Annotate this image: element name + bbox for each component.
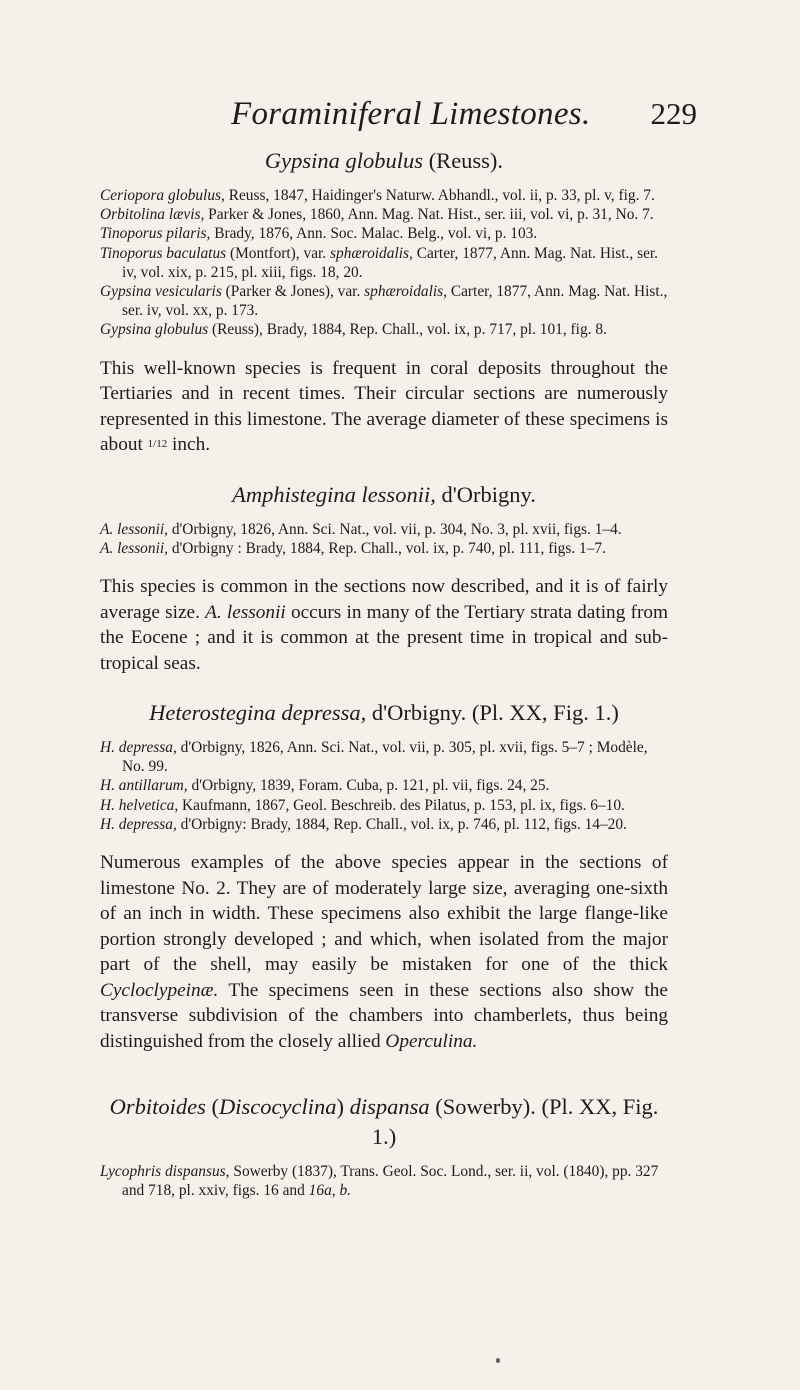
- synonym-entry: [100, 224, 668, 243]
- synonym-entry: [100, 1162, 668, 1200]
- synonym-name: Ceriopora globulus,: [100, 187, 225, 204]
- synonym-citation: (Montfort), var.: [226, 244, 331, 262]
- synonym-citation: Brady, 1876, Ann. Soc. Malac. Belg., vol. vi, p. 103.: [210, 225, 538, 243]
- synonym-citation: d'Orbigny: Brady, 1884, Rep. Chall., vol. ix, p. 746, pl. 112, figs. 14–20.: [176, 815, 627, 833]
- synonymy-list: [100, 520, 668, 558]
- species-author: (Sowerby). (Pl. XX, Fig. 1.): [371, 1094, 659, 1150]
- synonym-name: Gypsina globulus: [100, 321, 209, 339]
- species-name: Gypsina globulus: [264, 148, 424, 173]
- synonymy-list: [100, 1162, 668, 1200]
- synonym-name: H. antillarum,: [100, 777, 188, 795]
- synonym-name: A. lessonii,: [100, 520, 168, 538]
- fraction: 1/12: [147, 438, 168, 451]
- paragraph-text: The specimens seen in these sections also show the transverse subdivision of the chambers into chamberlets, thus being distinguished from the closely allied: [100, 979, 668, 1052]
- description-paragraph: [100, 574, 668, 676]
- species-heading-heterostegina: [100, 698, 668, 728]
- synonymy-list: [100, 738, 668, 834]
- figure-ref: 16a, b.: [308, 1182, 351, 1200]
- taxon-name: Operculina.: [385, 1030, 478, 1052]
- synonym-entry: [100, 520, 668, 539]
- synonym-name: Lycophris dispansus,: [100, 1163, 230, 1181]
- paragraph-text: occurs in many of the Tertiary strata dating from the Eocene ; and it is common at the present time in tropical and sub-tropical seas.: [100, 601, 668, 674]
- synonym-entry: [100, 539, 668, 558]
- paragraph-text: This species is common in the sections now described, and it is of fairly average size.: [100, 576, 668, 623]
- synonym-variety: sphæroidalis,: [364, 283, 447, 301]
- synonym-name: A. lessonii,: [100, 539, 168, 557]
- synonym-name: Tinoporus pilaris,: [100, 225, 211, 243]
- synonym-name: H. depressa,: [100, 739, 177, 757]
- synonym-entry: [100, 738, 668, 776]
- synonym-entry: [100, 796, 668, 815]
- synonym-citation: d'Orbigny, 1839, Foram. Cuba, p. 121, pl. vii, figs. 24, 25.: [187, 777, 550, 795]
- synonym-citation: d'Orbigny, 1826, Ann. Sci. Nat., vol. vii, p. 305, pl. xvii, figs. 5–7 ; Modèle, No. 99.: [122, 739, 648, 776]
- synonym-citation: (Parker & Jones), var.: [221, 283, 365, 301]
- species-name: dispansa: [349, 1094, 430, 1120]
- synonym-name: H. depressa,: [100, 815, 177, 833]
- punctuation: ): [336, 1094, 350, 1120]
- ink-spot: [496, 1358, 500, 1363]
- synonym-name: Tinoporus baculatus: [100, 244, 227, 262]
- synonym-citation: Carter, 1877, Ann. Mag. Nat. Hist., ser. iv, vol. xix, p. 215, pl. xiii, figs. 18, 20.: [122, 244, 659, 281]
- punctuation: (: [205, 1094, 220, 1120]
- synonym-citation: d'Orbigny, 1826, Ann. Sci. Nat., vol. vii, p. 304, No. 3, pl. xvii, figs. 1–4.: [167, 520, 622, 538]
- running-head-title: Foraminiferal Limestones.: [231, 96, 591, 132]
- synonym-name: Orbitolina lævis,: [100, 206, 205, 224]
- synonym-name: H. helvetica,: [100, 796, 179, 814]
- synonym-entry: [100, 282, 668, 320]
- synonym-citation: Carter, 1877, Ann. Mag. Nat. Hist., ser. iv, vol. xx, p. 173.: [122, 283, 668, 320]
- species-name: A. lessonii: [205, 601, 286, 623]
- subgenus-name: Discocyclina: [219, 1094, 337, 1120]
- species-name: Amphistegina lessonii,: [232, 481, 436, 507]
- species-heading-gypsina: [100, 146, 668, 176]
- paragraph-text: Numerous examples of the above species appear in the sections of limestone No. 2. They are of moderately large size, averaging one-sixth of an inch in width. These specimens also exhibit the large flange-like portion strongly developed ; and which, when isolated from the major part of the shell, may easily be mistaken for one of the thick: [100, 852, 668, 976]
- synonym-entry: [100, 244, 668, 282]
- synonym-entry: [100, 186, 668, 205]
- species-heading-orbitoides: [100, 1092, 668, 1152]
- species-name: Heterostegina depressa,: [149, 700, 367, 726]
- synonym-citation: Parker & Jones, 1860, Ann. Mag. Nat. Hist., ser. iii, vol. vi, p. 31, No. 7.: [204, 206, 654, 224]
- page-body: [100, 146, 668, 1200]
- description-paragraph: [100, 356, 668, 458]
- page-number: 229: [650, 96, 697, 131]
- genus-name: Orbitoides: [109, 1094, 206, 1120]
- description-paragraph: [100, 850, 668, 1054]
- synonym-name: Gypsina vesicularis: [100, 283, 222, 301]
- species-author: d'Orbigny.: [435, 481, 536, 507]
- taxon-name: Cycloclypeinæ.: [100, 979, 219, 1001]
- species-heading-amphistegina: [100, 480, 668, 510]
- synonym-citation: Sowerby (1837), Trans. Geol. Soc. Lond., ser. ii, vol. (1840), pp. 327 and 718, pl. xxiv, figs. 16 and: [122, 1163, 659, 1200]
- synonym-entry: [100, 776, 668, 795]
- synonym-entry: [100, 205, 668, 224]
- synonym-citation: Reuss, 1847, Haidinger's Naturw. Abhandl., vol. ii, p. 33, pl. v, fig. 7.: [224, 187, 655, 204]
- species-author: (Reuss).: [423, 148, 504, 173]
- species-author: d'Orbigny. (Pl. XX, Fig. 1.): [366, 700, 619, 726]
- synonym-citation: d'Orbigny : Brady, 1884, Rep. Chall., vol. ix, p. 740, pl. 111, figs. 1–7.: [167, 539, 606, 557]
- synonym-variety: sphæroidalis,: [330, 244, 413, 262]
- synonym-citation: Kaufmann, 1867, Geol. Beschreib. des Pilatus, p. 153, pl. ix, figs. 6–10.: [178, 796, 625, 814]
- synonym-entry: [100, 320, 668, 339]
- paragraph-text: This well-known species is frequent in coral deposits throughout the Tertiaries and in recent times. Their circular sections are numerously represented in this limestone. The average diameter of these specimens is about: [100, 357, 668, 456]
- synonym-citation: (Reuss), Brady, 1884, Rep. Chall., vol. ix, p. 717, pl. 101, fig. 8.: [208, 321, 607, 339]
- paragraph-text: inch.: [167, 434, 211, 456]
- synonym-entry: [100, 815, 668, 834]
- synonymy-list: [100, 186, 668, 340]
